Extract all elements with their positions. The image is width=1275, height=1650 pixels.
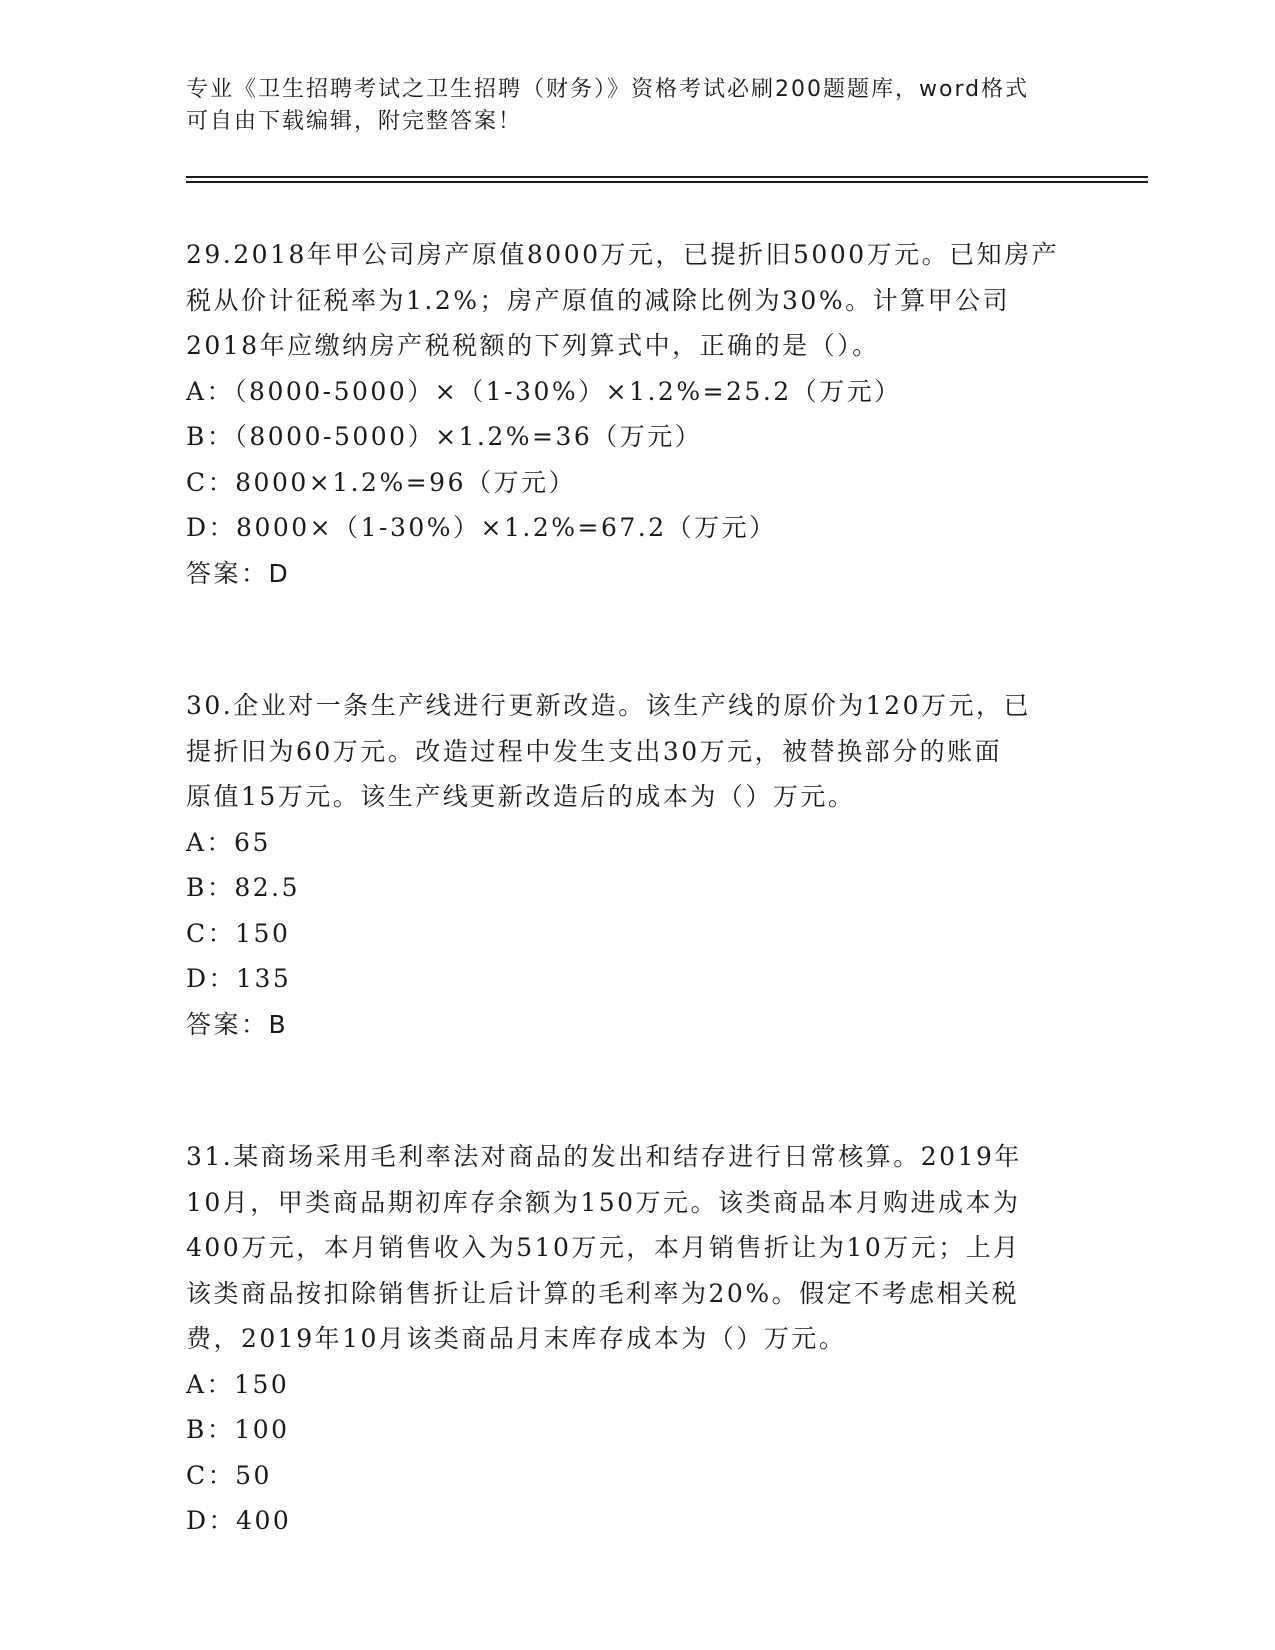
question-list bbox=[186, 232, 1086, 1544]
question-spacer bbox=[186, 1047, 1086, 1134]
header-line: 专业《卫生招聘考试之卫生招聘（财务）》资格考试必刷200题题库，word格式 bbox=[186, 77, 1030, 102]
question-text: 原值15万元。该生产线更新改造后的成本为（）万元。 bbox=[186, 782, 856, 811]
header-divider bbox=[186, 181, 1148, 183]
question-text: 400万元，本月销售收入为510万元，本月销售折让为10万元；上月 bbox=[186, 1233, 1021, 1262]
option-b: B：100 bbox=[186, 1415, 290, 1444]
answer: 答案：B bbox=[186, 1009, 289, 1039]
question-text: 2018年应缴纳房产税税额的下列算式中，正确的是（）。 bbox=[186, 331, 880, 360]
option-c: C：150 bbox=[186, 918, 291, 948]
question-30 bbox=[186, 683, 1086, 1047]
question-text: 该类商品按扣除销售折让后计算的毛利率为20%。假定不考虑相关税 bbox=[186, 1278, 1020, 1308]
option-d: D：400 bbox=[186, 1506, 292, 1535]
header-line: 可自由下载编辑，附完整答案！ bbox=[186, 109, 523, 134]
question-text: 29.2018年甲公司房产原值8000万元，已提折旧5000万元。已知房产 bbox=[186, 240, 1060, 269]
question-text: 10月，甲类商品期初库存余额为150万元。该类商品本月购进成本为 bbox=[186, 1187, 1021, 1217]
option-a: A：65 bbox=[186, 827, 271, 857]
question-text: 税从价计征税率为1.2%；房产原值的减除比例为30%。计算甲公司 bbox=[186, 285, 1011, 315]
document-header bbox=[186, 74, 1086, 138]
header-divider bbox=[186, 176, 1148, 178]
option-a: A：150 bbox=[186, 1369, 290, 1399]
option-d: D：135 bbox=[186, 964, 292, 993]
option-a: A：（8000-5000）×（1-30%）×1.2%=25.2（万元） bbox=[186, 376, 902, 406]
question-31 bbox=[186, 1134, 1086, 1544]
option-c: C：8000×1.2%=96（万元） bbox=[186, 467, 576, 497]
answer: 答案：D bbox=[186, 558, 291, 588]
question-spacer bbox=[186, 596, 1086, 683]
option-b: B：（8000-5000）×1.2%=36（万元） bbox=[186, 422, 703, 451]
question-text: 30.企业对一条生产线进行更新改造。该生产线的原价为120万元，已 bbox=[186, 691, 1031, 720]
question-text: 费，2019年10月该类商品月末库存成本为（）万元。 bbox=[186, 1324, 847, 1353]
question-text: 31.某商场采用毛利率法对商品的发出和结存进行日常核算。2019年 bbox=[186, 1142, 1022, 1171]
option-b: B：82.5 bbox=[186, 873, 301, 902]
question-text: 提折旧为60万元。改造过程中发生支出30万元，被替换部分的账面 bbox=[186, 736, 1003, 766]
option-d: D：8000×（1-30%）×1.2%=67.2（万元） bbox=[186, 513, 777, 542]
question-29 bbox=[186, 232, 1086, 596]
option-c: C：50 bbox=[186, 1460, 272, 1490]
